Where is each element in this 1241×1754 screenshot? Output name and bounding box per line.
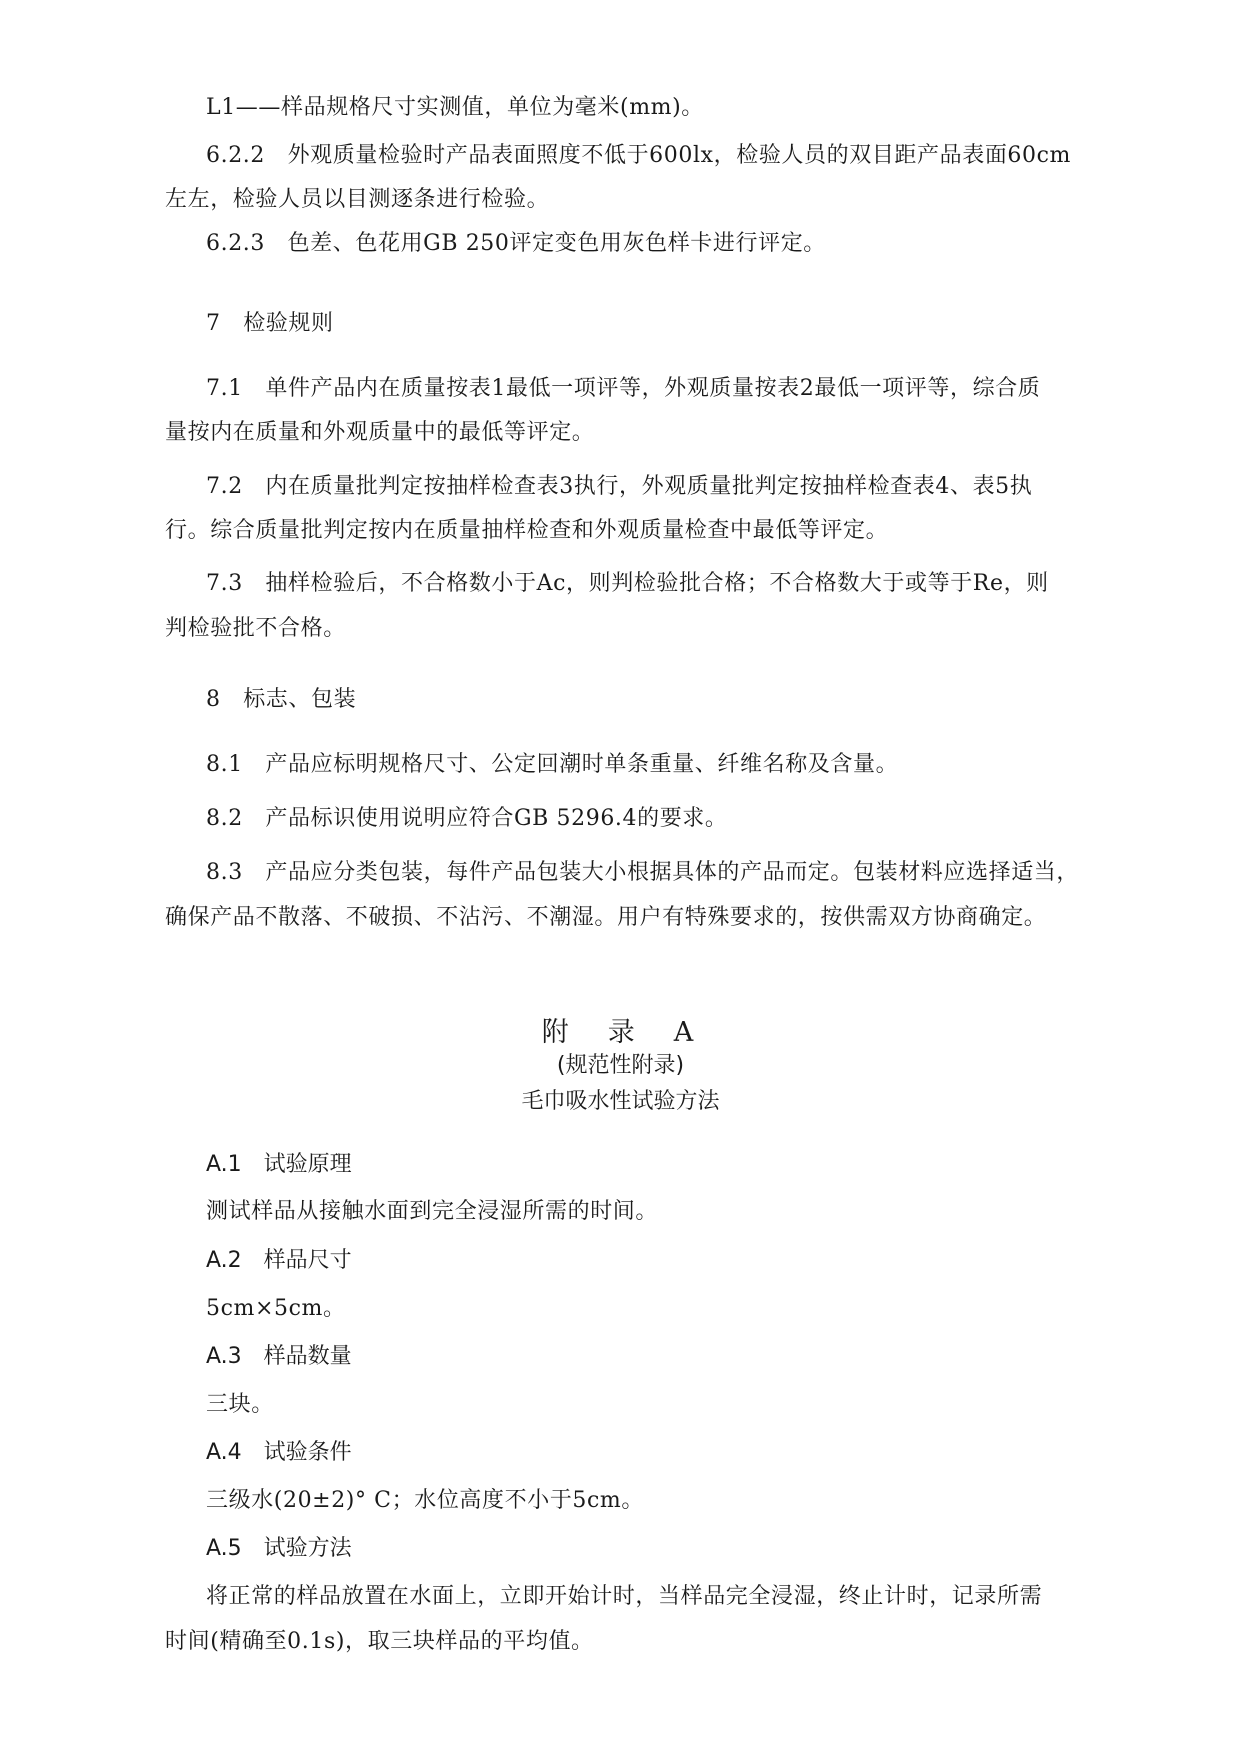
a2-body: 5cm×5cm。 [206,1296,346,1321]
appendix-type: (规范性附录) [556,1053,685,1078]
clause-8-1: 8.1 产品应标明规格尺寸、公定回潮时单条重量、纤维名称及含量。 [206,752,899,777]
section-8-heading: 8 标志、包装 [206,687,357,712]
a1-body: 测试样品从接触水面到完全浸湿所需的时间。 [206,1199,659,1224]
a3-body: 三块。 [206,1392,274,1417]
clause-7-2-line1: 7.2 内在质量批判定按抽样检查表3执行，外观质量批判定按抽样检查表4、表5执 [206,474,1033,499]
a3-heading: A.3 样品数量 [206,1344,352,1369]
appendix-title: 附 录 A [541,1017,700,1048]
a5-body-line2: 时间(精确至0.1s)，取三块样品的平均值。 [165,1629,594,1654]
clause-7-2-line2: 行。综合质量批判定按内在质量抽样检查和外观质量检查中最低等评定。 [165,518,889,543]
section-7-heading: 7 检验规则 [206,311,334,336]
appendix-name: 毛巾吸水性试验方法 [521,1089,720,1114]
a5-body-line1: 将正常的样品放置在水面上，立即开始计时，当样品完全浸湿，终止计时，记录所需 [206,1584,1043,1609]
a5-heading: A.5 试验方法 [206,1536,352,1561]
clause-6-2-2-line1: 6.2.2 外观质量检验时产品表面照度不低于600lx，检验人员的双目距产品表面60cm [206,143,1071,168]
clause-8-3-line2: 确保产品不散落、不破损、不沾污、不潮湿。用户有特殊要求的，按供需双方协商确定。 [165,905,1047,930]
clause-8-2: 8.2 产品标识使用说明应符合GB 5296.4的要求。 [206,806,728,831]
clause-7-3-line1: 7.3 抽样检验后，不合格数小于Ac，则判检验批合格；不合格数大于或等于Re，则 [206,571,1049,596]
clause-7-3-line2: 判检验批不合格。 [165,616,346,641]
a4-body: 三级水(20±2)° C；水位高度不小于5cm。 [206,1488,644,1513]
clause-7-1-line1: 7.1 单件产品内在质量按表1最低一项评等，外观质量按表2最低一项评等，综合质 [206,376,1041,401]
clause-6-2-3: 6.2.3 色差、色花用GB 250评定变色用灰色样卡进行评定。 [206,231,826,256]
clause-8-3-line1: 8.3 产品应分类包装，每件产品包装大小根据具体的产品而定。包装材料应选择适当， [206,860,1079,885]
clause-6-2-2-line2: 左左，检验人员以目测逐条进行检验。 [165,187,550,212]
clause-7-1-line2: 量按内在质量和外观质量中的最低等评定。 [165,420,595,445]
definition-l1: L1——样品规格尺寸实测值，单位为毫米(mm)。 [206,95,704,120]
a4-heading: A.4 试验条件 [206,1440,352,1465]
a2-heading: A.2 样品尺寸 [206,1248,352,1273]
a1-heading: A.1 试验原理 [206,1152,352,1177]
